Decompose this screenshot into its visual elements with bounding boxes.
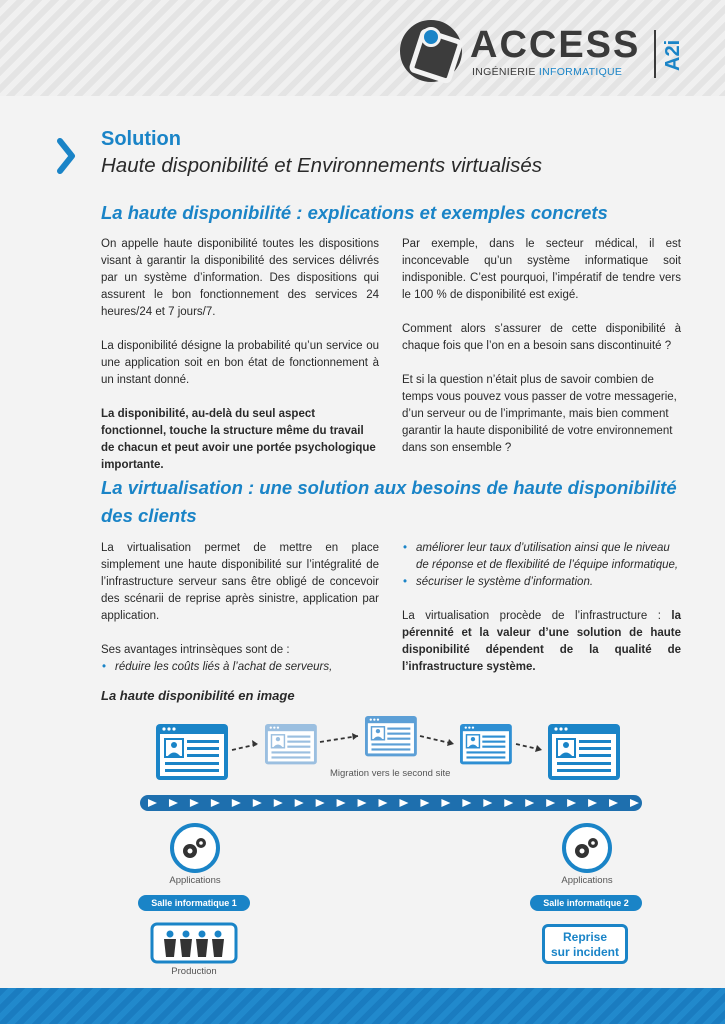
applications-label: Applications — [169, 875, 221, 886]
paragraph: La virtualisation permet de mettre en place simplement une haute disponibilité sur l’intégralité de l’infrastructure serveur sans être obligé de concevoir des scénarii de reprise après sinistre, application par application. — [101, 542, 379, 622]
timeline-arrowhead — [169, 799, 178, 807]
section-heading-availability: La haute disponibilité : explications et exemples concrets — [101, 202, 608, 223]
logo-emblem-icon — [400, 20, 462, 82]
timeline-arrowhead — [316, 799, 325, 807]
timeline-arrowhead — [295, 799, 304, 807]
diagram-caption: La haute disponibilité en image — [101, 688, 295, 703]
timeline-arrowhead — [546, 799, 555, 807]
gears-icon — [561, 822, 613, 874]
timeline-arrowhead — [211, 799, 220, 807]
paragraph: Ses avantages intrinsèques sont de : — [101, 644, 290, 656]
section1-right-column — [402, 236, 681, 474]
recovery-box — [542, 924, 628, 964]
paragraph-emphasis: la pérennité et la valeur d’une solution de haute disponibilité dépendent de la qualité de l’infrastructure système. — [402, 610, 681, 673]
bullet-item: • sécuriser le système d’information. — [402, 574, 681, 591]
timeline-arrowhead — [462, 799, 471, 807]
timeline-arrowhead — [274, 799, 283, 807]
timeline-arrowhead — [504, 799, 513, 807]
paragraph-start: La virtualisation procède de l’infrastructure : — [402, 610, 672, 622]
chevron-right-icon — [56, 138, 76, 174]
timeline-arrowhead — [525, 799, 534, 807]
timeline-arrowhead — [609, 799, 618, 807]
timeline-arrowhead — [253, 799, 262, 807]
heading-line: La virtualisation : une solution aux besoins de haute disponibilité — [101, 477, 677, 498]
section-heading-virtualisation — [101, 474, 677, 530]
timeline-arrowhead — [483, 799, 492, 807]
bullet-item: • réduire les coûts liés à l’achat de serveurs, — [101, 659, 379, 676]
migration-arrow — [320, 736, 358, 742]
timeline-arrows — [140, 795, 642, 811]
footer-band — [0, 988, 725, 1024]
production-label: Production — [171, 966, 217, 977]
paragraph-bold: La disponibilité, au-delà du seul aspect fonctionnel, touche la structure même du travail de chacun et peut avoir une portée psychologique importante. — [101, 408, 376, 471]
server-window-icon — [156, 724, 228, 780]
gears-icon — [169, 822, 221, 874]
server-window-icon — [365, 716, 417, 756]
paragraph: Et si la question n’était plus de savoir combien de temps vous pouvez vous passer de votre messagerie, d’un serveur ou de l’imprimante, mais bien comment garantir la haute disponibilité de votre environnement dans son ensemble ? — [402, 374, 677, 454]
section1-left-column — [101, 236, 379, 491]
heading-line: des clients — [101, 505, 197, 526]
timeline-bar — [140, 795, 642, 811]
logo-tagline — [472, 66, 622, 78]
recovery-line: sur incident — [550, 945, 619, 959]
server-window-icon — [548, 724, 620, 780]
company-logo — [400, 20, 700, 84]
timeline-arrowhead — [630, 799, 639, 807]
logo-tagline-prefix: INGÉNIERIE — [472, 66, 539, 78]
timeline-arrowhead — [567, 799, 576, 807]
timeline-arrowhead — [358, 799, 367, 807]
people-icon — [150, 922, 238, 964]
logo-tagline-highlight: INFORMATIQUE — [538, 66, 623, 78]
timeline-arrowhead — [232, 799, 241, 807]
recovery-line: Reprise — [562, 930, 608, 944]
migration-label: Migration vers le second site — [330, 768, 451, 779]
timeline-arrowhead — [399, 799, 408, 807]
timeline-arrowhead — [148, 799, 157, 807]
paragraph: La disponibilité désigne la probabilité qu’un service ou une application soit en bon état de fonctionnement à un instant donné. — [101, 340, 379, 386]
logo-wordmark: ACCESS — [470, 24, 641, 66]
timeline-arrowhead — [379, 799, 388, 807]
server-window-icon — [460, 724, 512, 764]
page-title: Solution — [101, 128, 181, 150]
timeline-arrowhead — [588, 799, 597, 807]
timeline-arrowhead — [190, 799, 199, 807]
paragraph: Par exemple, dans le secteur médical, il est inconcevable qu’un système informatique soit indisponible. C’est pourquoi, l’impératif de tendre vers le 100 % de disponibilité est exigé. — [402, 238, 681, 301]
bullet-item: • améliorer leur taux d’utilisation ainsi que le niveau de réponse et de flexibilité de l’équipe informatique, — [402, 540, 681, 574]
paragraph: On appelle haute disponibilité toutes les dispositions visant à garantir la disponibilité des services délivrés par un système d’information. Des dispositions qui assurent le bon fonctionnement des services 24 heures/24 et 7 jours/7. — [101, 238, 379, 318]
room-1-badge: Salle informatique 1 — [138, 895, 250, 911]
paragraph-mixed — [402, 608, 681, 676]
timeline-arrowhead — [337, 799, 346, 807]
paragraph: Comment alors s’assurer de cette disponibilité à chaque fois que l’on en a besoin sans discontinuité ? — [402, 323, 681, 352]
timeline-arrowhead — [441, 799, 450, 807]
logo-a2i-mark: A2i — [662, 39, 684, 71]
section2-right-column — [402, 540, 681, 693]
page-subtitle: Haute disponibilité et Environnements virtualisés — [101, 154, 542, 177]
server-window-icon — [265, 724, 317, 764]
room-2-badge: Salle informatique 2 — [530, 895, 642, 911]
timeline-arrowhead — [420, 799, 429, 807]
section2-left-column — [101, 540, 379, 676]
applications-label: Applications — [561, 875, 613, 886]
